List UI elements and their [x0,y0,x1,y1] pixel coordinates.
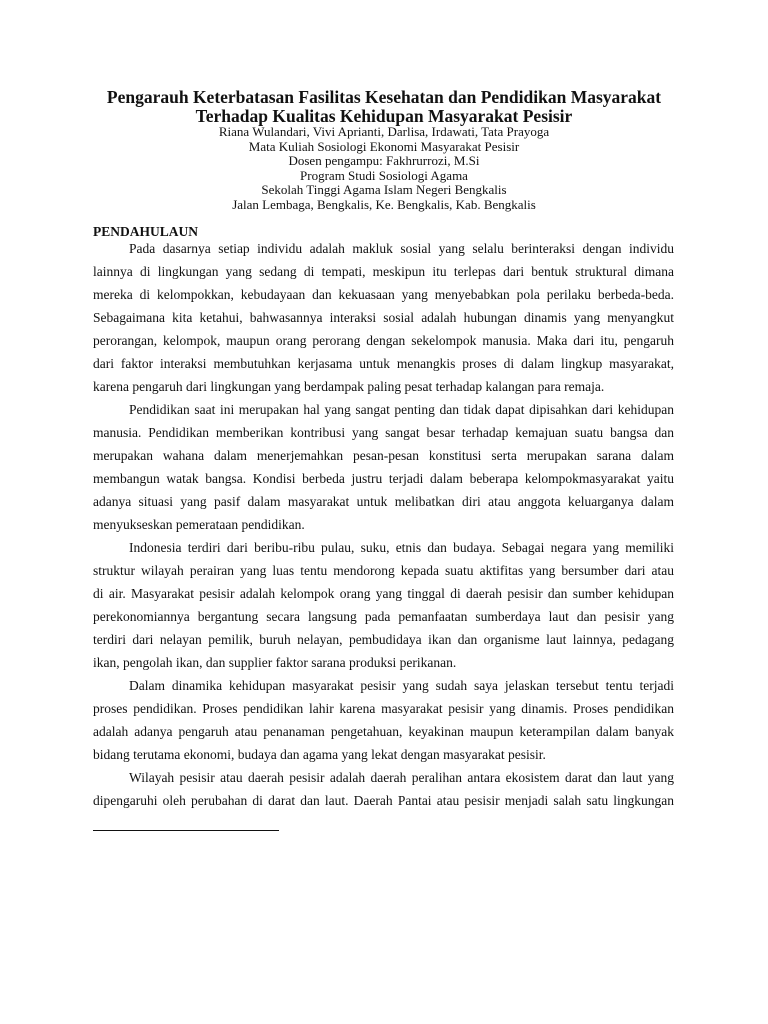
text-line: perorangan, kelompok, maupun orang perorang dengan sekelompok manusia. Maka dari itu, pengaruh [93,333,674,348]
text-line: karena pengaruh dari lingkungan yang berdampak paling pesat terhadap kalangan para remaja. [93,379,605,394]
text-line: perekonomiannya bergantung secara langsung pada pemanfaatan sumberdaya laut dan pesisir yang [93,609,674,624]
body-text [93,237,674,812]
section-heading: PENDAHULAUN [93,224,199,239]
text-line: mereka di kelompokkan, kebudayaan dan kekuasaan yang menyebabkan pola perilaku berbeda-beda. [93,287,674,302]
text-line: terdiri dari nelayan pemilik, buruh nelayan, pembudidaya ikan dan organisme laut lainnya, pedagang [93,632,674,647]
text-line: proses pendidikan. Proses pendidikan lahir karena masyarakat pesisir yang dinamis. Proses pendidikan [93,701,674,716]
title-line: Terhadap Kualitas Kehidupan Masyarakat Pesisir [195,106,573,126]
course-name: Mata Kuliah Sosiologi Ekonomi Masyarakat Pesisir [248,138,520,154]
paragraph [93,398,674,536]
text-line: dari faktor interaksi membutuhkan kerjasama untuk menangkis proses di dalam lingkup masyarakat, [93,356,674,371]
address: Jalan Lembaga, Bengkalis, Ke. Bengkalis, Kab. Bengkalis [232,196,536,212]
text-line: bidang terutama ekonomi, budaya dan agama yang lekat dengan masyarakat pesisir. [93,747,546,762]
text-line: ikan, pengolah ikan, dan supplier faktor sarana produksi perikanan. [93,655,457,670]
text-line: Wilayah pesisir atau daerah pesisir adalah daerah peralihan antara ekosistem darat dan laut yang [129,770,674,785]
paragraph [93,674,674,766]
paragraph [93,766,674,812]
text-line: Pendidikan saat ini merupakan hal yang sangat penting dan tidak dapat dipisahkan dari kehidupan [129,402,674,417]
text-line: Dalam dinamika kehidupan masyarakat pesisir yang sudah saya jelaskan tersebut tentu terjadi [129,678,674,693]
paragraph [93,237,674,398]
text-line: struktur wilayah perairan yang luas tentu mendorong kepada suatu aktifitas yang bersumber dari atau [93,563,674,578]
text-line: lainnya di lingkungan yang sedang di tempati, meskipun itu terlepas dari bentuk struktural dimana [93,264,674,279]
text-line: membangun watak bangsa. Kondisi berbeda justru terjadi dalam beberapa kelompokmasyarakat yaitu [93,471,674,486]
author-block [60,125,708,213]
title-line: Pengarauh Keterbatasan Fasilitas Kesehatan dan Pendidikan Masyarakat [106,87,662,107]
footnote-separator [93,830,279,831]
text-line: adanya situasi yang pasif dalam masyarakat untuk melibatkan diri atau anggota keluarganya dalam [93,494,674,509]
study-program: Program Studi Sosiologi Agama [300,167,468,183]
text-line: dipengaruhi oleh perubahan di darat dan laut. Daerah Pantai atau pesisir menjadi salah satu lingkungan [93,793,674,808]
institution: Sekolah Tinggi Agama Islam Negeri Bengkalis [261,182,507,198]
text-line: menyukseskan pemerataan pendidikan. [93,517,305,532]
text-line: di air. Masyarakat pesisir adalah kelompok orang yang tinggal di daerah pesisir dan sumber kehidupan [93,586,674,601]
text-line: adalah adanya pengaruh atau penanaman pengetahuan, keyakinan maupun keterampilan dalam banyak [93,724,674,739]
text-line: Pada dasarnya setiap individu adalah makluk sosial yang selalu berinteraksi dengan individu [129,241,674,256]
text-line: Indonesia terdiri dari beribu-ribu pulau, suku, etnis dan budaya. Sebagai negara yang memiliki [129,540,674,555]
text-line: merupakan wahana dalam menerjemahkan pesan-pesan konstitusi serta merupakan sarana dalam [93,448,674,463]
authors: Riana Wulandari, Vivi Aprianti, Darlisa, Irdawati, Tata Prayoga [218,124,550,139]
text-line: manusia. Pendidikan memberikan kontribusi yang sangat besar terhadap kemajuan suatu bangsa dan [93,425,674,440]
document-title [60,88,708,126]
lecturer: Dosen pengampu: Fakhrurrozi, M.Si [288,153,480,169]
paragraph [93,536,674,674]
text-line: Sebagaimana kita ketahui, bahwasannya interaksi sosial adalah hubungan dinamis yang menyangkut [93,310,674,325]
